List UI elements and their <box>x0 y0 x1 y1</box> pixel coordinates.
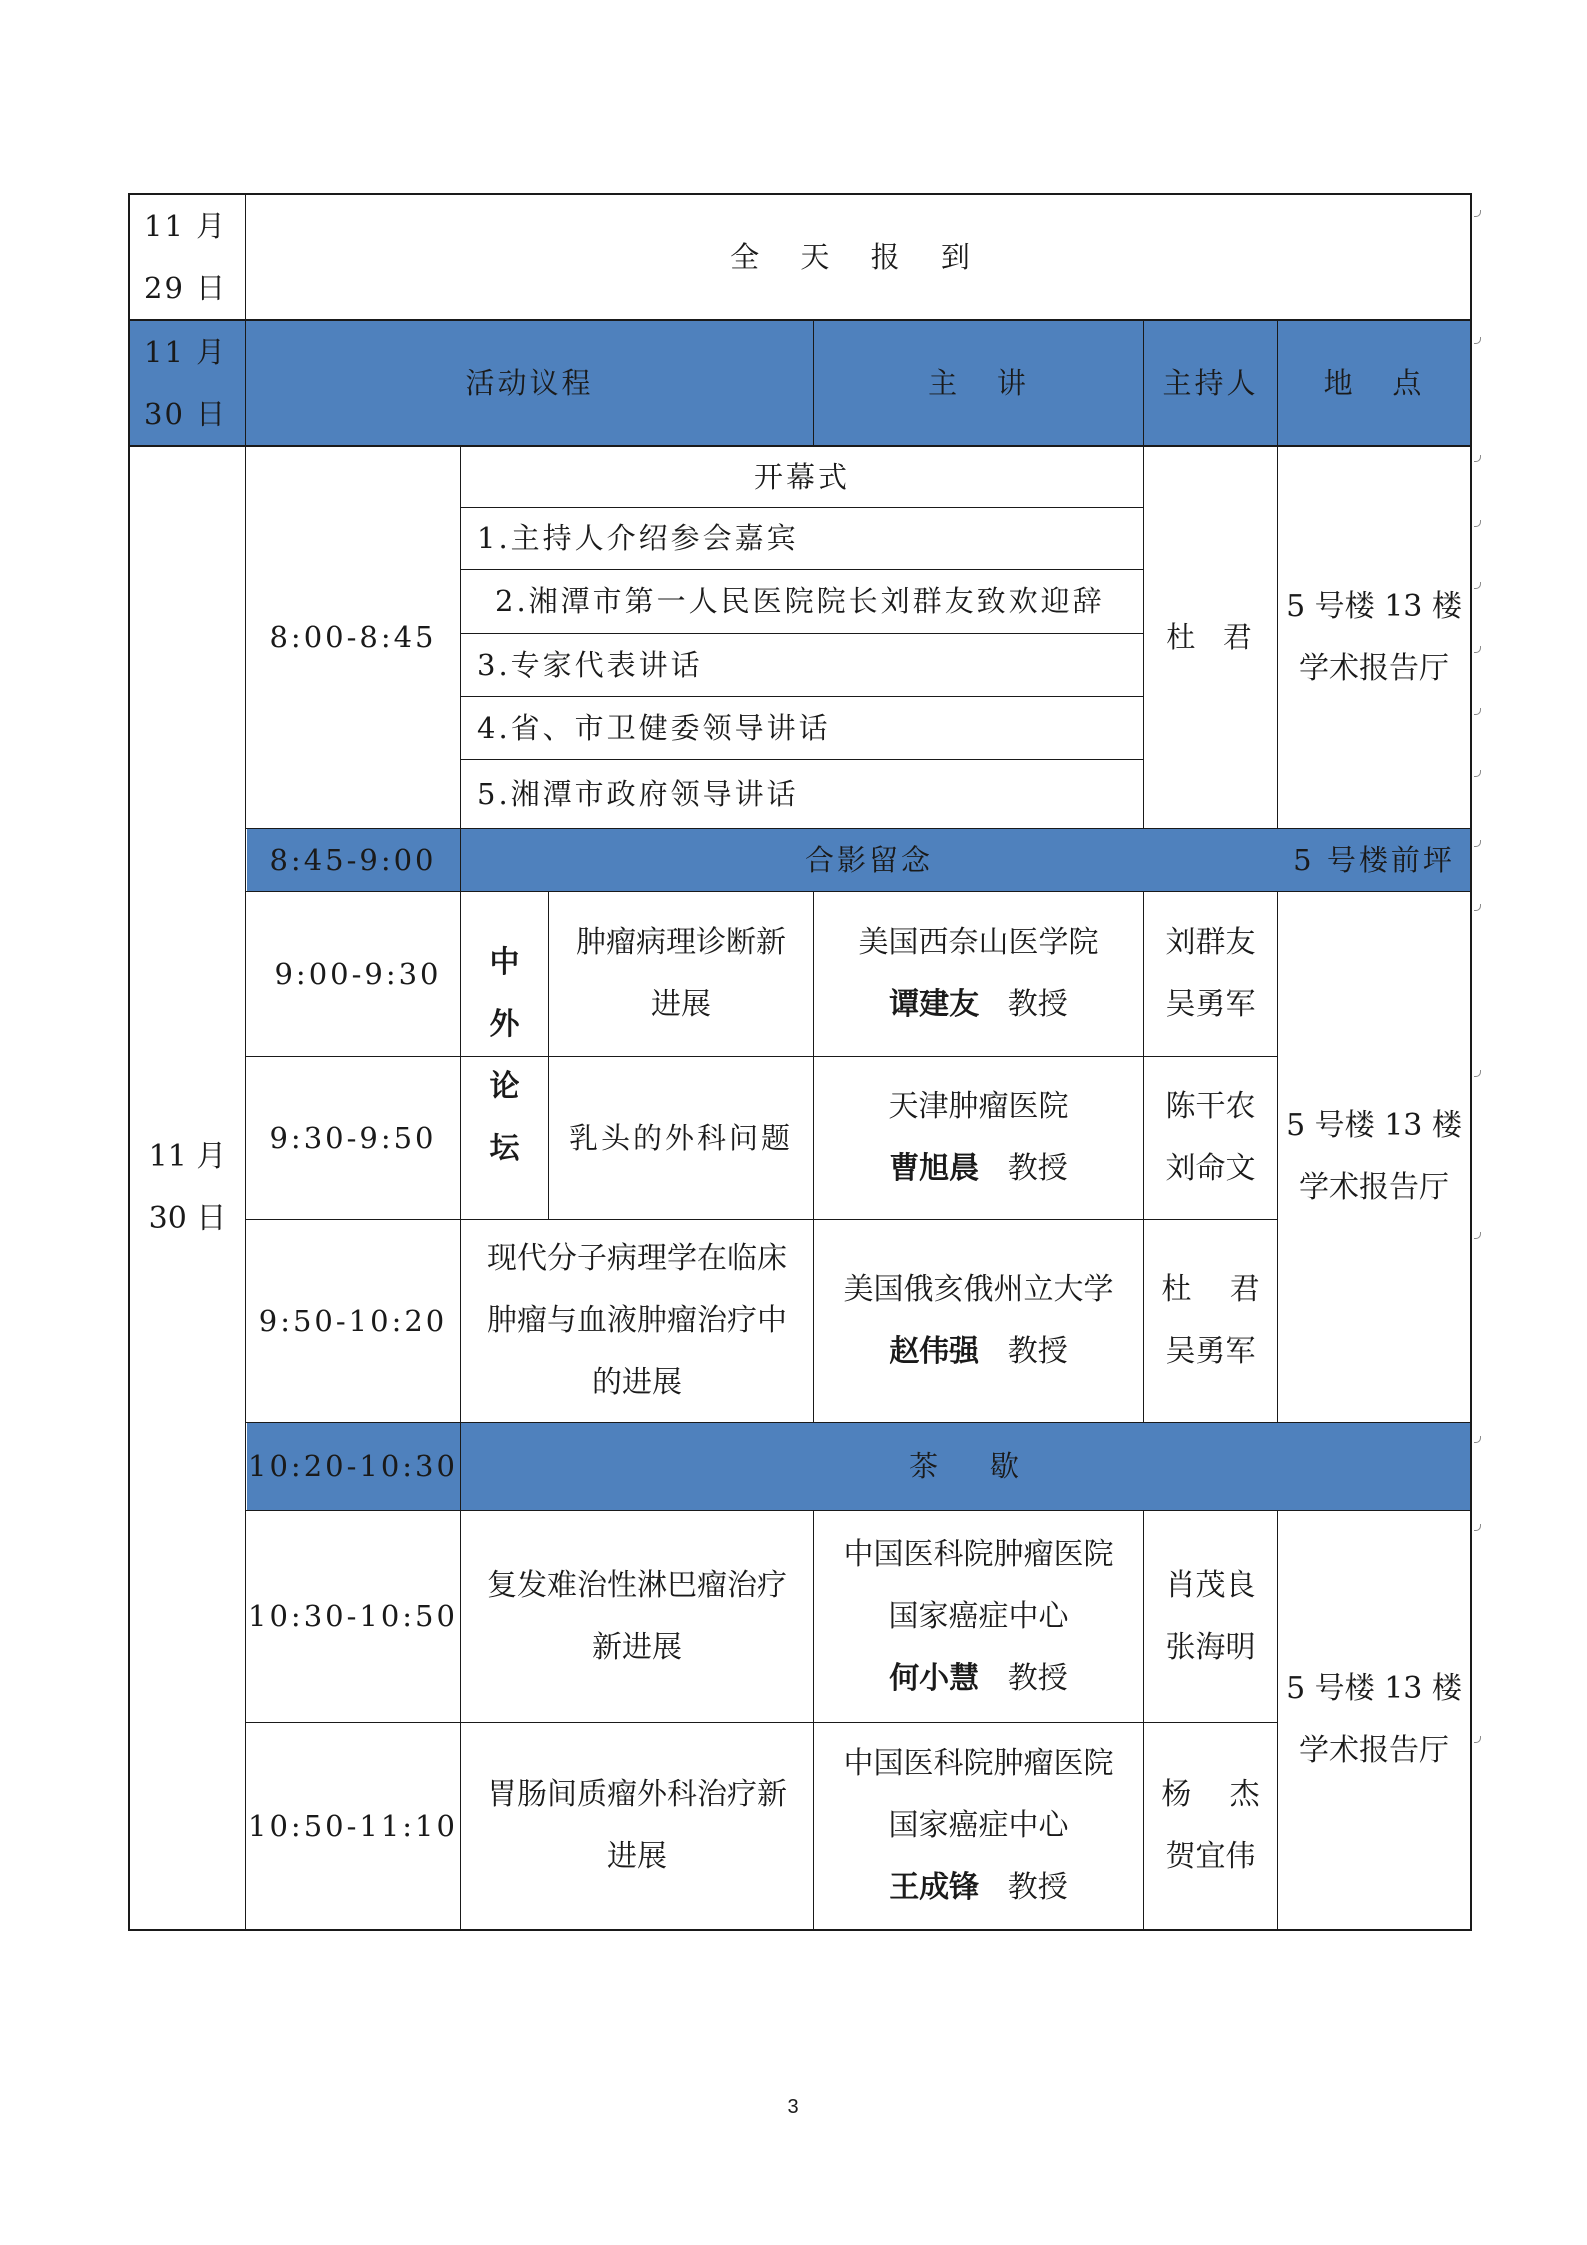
table-border-bottom <box>128 1929 1472 1931</box>
cell-end-mark-icon <box>1474 708 1481 715</box>
speaker-name-line <box>889 1648 1068 1710</box>
session-hosts <box>1144 1511 1277 1722</box>
opening-item: 5.湘潭市政府领导讲话 <box>477 776 799 811</box>
opening-host: 杜 君 <box>1166 620 1255 654</box>
speaker-affiliation: 国家癌症中心 <box>888 1598 1069 1634</box>
header-host: 主持人 <box>1162 365 1259 400</box>
speaker-title: 教授 <box>1007 987 1068 1022</box>
session-host: 肖茂良 <box>1165 1567 1256 1603</box>
cell-end-mark-icon <box>1474 1436 1481 1443</box>
speaker-name-line <box>889 1321 1068 1383</box>
session-hosts <box>1144 1723 1277 1929</box>
tea-label: 茶 歇 <box>909 1449 1022 1483</box>
header-date-month: 11 月 <box>144 335 228 369</box>
session-time: 9:30-9:50 <box>269 1120 437 1155</box>
session-topic-line: 肿瘤病理诊断新 <box>576 925 786 960</box>
cell-end-mark-icon <box>1474 455 1481 462</box>
session-topic: 乳头的外科问题 <box>568 1120 793 1155</box>
day2-date-month: 11 月 <box>148 1139 227 1174</box>
speaker-title: 教授 <box>1007 1660 1068 1696</box>
header-speaker: 主 讲 <box>928 365 1029 400</box>
speaker-title: 教授 <box>1007 1334 1068 1369</box>
session-host: 贺宜伟 <box>1165 1839 1256 1874</box>
session-speaker <box>814 1057 1143 1219</box>
cell-end-mark-icon <box>1474 520 1481 527</box>
session-host: 刘命文 <box>1165 1151 1256 1186</box>
venue-line: 5 号楼 13 楼 <box>1286 1671 1462 1706</box>
cell-end-mark-icon <box>1474 646 1481 653</box>
venue-afternoon <box>1278 1511 1470 1929</box>
session-topic-line: 进展 <box>651 987 711 1022</box>
header-venue: 地 点 <box>1323 365 1425 400</box>
speaker-name: 谭建友 <box>889 987 980 1022</box>
forum-label <box>461 892 548 1219</box>
session-time: 9:00-9:30 <box>274 956 442 991</box>
session-topic <box>549 892 813 1056</box>
opening-time: 8:00-8:45 <box>269 620 437 654</box>
session-speaker <box>814 1220 1143 1422</box>
session-speaker <box>814 1511 1143 1722</box>
cell-end-mark-icon <box>1474 904 1481 911</box>
speaker-name-line <box>889 1138 1068 1200</box>
table-border-right <box>1470 193 1472 1931</box>
session-topic-line: 肿瘤与血液肿瘤治疗中 <box>487 1303 787 1338</box>
venue-line: 5 号楼 13 楼 <box>1286 1108 1462 1143</box>
cell-end-mark-icon <box>1474 770 1481 777</box>
session-topic-line: 的进展 <box>592 1365 682 1400</box>
session-speaker <box>814 892 1143 1056</box>
speaker-name-line <box>889 1857 1068 1919</box>
cell-end-mark-icon <box>1474 337 1481 344</box>
speaker-name: 王成锋 <box>889 1870 980 1905</box>
session-host: 刘群友 <box>1165 925 1256 960</box>
cell-end-mark-icon <box>1474 1524 1481 1531</box>
cell-end-mark-icon <box>1474 1232 1481 1239</box>
speaker-name: 赵伟强 <box>889 1334 980 1369</box>
session-hosts <box>1144 1057 1277 1219</box>
tea-time: 10:20-10:30 <box>248 1449 458 1483</box>
opening-venue <box>1278 447 1470 828</box>
forum-char: 外 <box>489 1006 520 1042</box>
session-host: 陈干农 <box>1165 1089 1256 1124</box>
session-topic-line: 新进展 <box>592 1629 682 1665</box>
session-time: 10:50-11:10 <box>248 1808 458 1843</box>
forum-char: 论 <box>489 1068 520 1104</box>
session-topic-line: 进展 <box>607 1839 667 1874</box>
photo-label: 合影留念 <box>804 842 933 877</box>
session-topic-line: 复发难治性淋巴瘤治疗 <box>487 1567 787 1603</box>
speaker-title: 教授 <box>1007 1151 1068 1186</box>
session-time: 9:50-10:20 <box>258 1303 448 1338</box>
venue-line: 学术报告厅 <box>1299 1170 1449 1205</box>
session-topic <box>461 1220 813 1422</box>
venue-line: 学术报告厅 <box>1299 1733 1449 1768</box>
speaker-name: 何小慧 <box>889 1660 980 1696</box>
session-host: 吴勇军 <box>1165 987 1256 1022</box>
cell-end-mark-icon <box>1474 1736 1481 1743</box>
cell-end-mark-icon <box>1474 210 1481 217</box>
session-host: 吴勇军 <box>1165 1334 1256 1369</box>
session-host: 杜 君 <box>1161 1272 1260 1307</box>
session-hosts <box>1144 1220 1277 1422</box>
header-date-day: 30 日 <box>144 397 228 431</box>
photo-time: 8:45-9:00 <box>269 842 437 877</box>
session-topic-line: 胃肠间质瘤外科治疗新 <box>487 1777 787 1812</box>
speaker-name-line <box>889 974 1068 1036</box>
session-host: 杨 杰 <box>1161 1777 1260 1812</box>
speaker-affiliation: 中国医科院肿瘤医院 <box>843 1746 1114 1781</box>
day1-date-day: 29 日 <box>144 271 228 305</box>
opening-item: 4.省、市卫健委领导讲话 <box>477 710 831 745</box>
opening-title: 开幕式 <box>753 459 850 494</box>
page-number: 3 <box>787 2096 799 2118</box>
session-topic-line: 现代分子病理学在临床 <box>487 1241 787 1276</box>
opening-item: 3.专家代表讲话 <box>477 647 703 682</box>
forum-char: 中 <box>489 944 520 980</box>
cell-end-mark-icon <box>1474 840 1481 847</box>
venue-forum <box>1278 892 1470 1422</box>
day2-date <box>130 447 245 1929</box>
speaker-affiliation: 国家癌症中心 <box>888 1808 1069 1843</box>
speaker-title: 教授 <box>1007 1870 1068 1905</box>
opening-item: 2.湘潭市第一人民医院院长刘群友致欢迎辞 <box>495 584 1105 618</box>
photo-venue: 5 号楼前坪 <box>1293 842 1455 877</box>
opening-venue-line2: 学术报告厅 <box>1299 650 1449 686</box>
speaker-name: 曹旭晨 <box>889 1151 980 1186</box>
header-date <box>130 321 245 445</box>
speaker-affiliation: 美国西奈山医学院 <box>858 925 1099 960</box>
session-time: 10:30-10:50 <box>248 1599 458 1633</box>
day2-date-day: 30 日 <box>148 1201 227 1236</box>
speaker-affiliation: 美国俄亥俄州立大学 <box>843 1272 1114 1307</box>
header-agenda: 活动议程 <box>465 365 594 400</box>
speaker-affiliation: 天津肿瘤医院 <box>888 1089 1069 1124</box>
session-topic <box>461 1511 813 1722</box>
session-topic <box>461 1723 813 1929</box>
opening-venue-line1: 5 号楼 13 楼 <box>1286 588 1462 624</box>
session-hosts <box>1144 892 1277 1056</box>
opening-item: 1.主持人介绍参会嘉宾 <box>477 521 799 555</box>
speaker-affiliation: 中国医科院肿瘤医院 <box>843 1536 1114 1572</box>
session-host: 张海明 <box>1165 1629 1256 1665</box>
cell-end-mark-icon <box>1474 582 1481 589</box>
day1-registration: 全 天 报 到 <box>730 239 986 274</box>
cell-end-mark-icon <box>1474 1070 1481 1077</box>
day1-date <box>130 195 245 319</box>
forum-char: 坛 <box>489 1130 520 1166</box>
day1-date-month: 11 月 <box>144 209 228 243</box>
session-speaker <box>814 1723 1143 1929</box>
